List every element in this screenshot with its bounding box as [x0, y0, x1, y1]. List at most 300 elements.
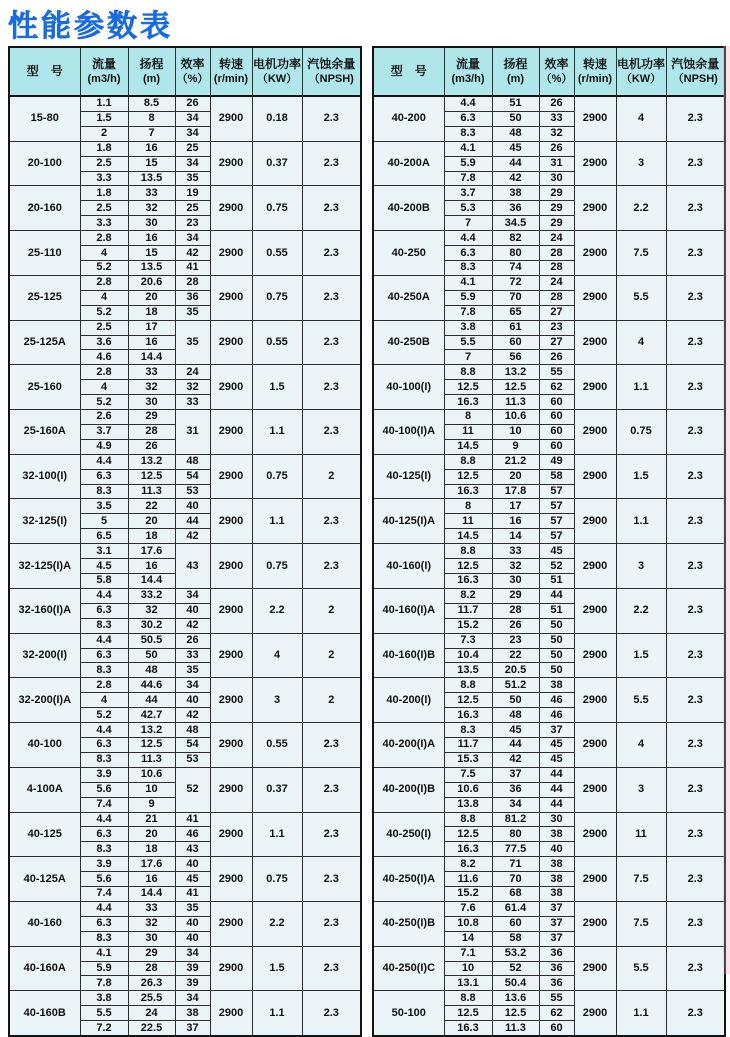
model-cell: 25-160	[9, 365, 80, 410]
speed-cell: 2900	[210, 410, 252, 455]
flow-cell: 4.1	[80, 946, 128, 961]
flow-cell: 4.4	[80, 812, 128, 827]
head-cell: 26	[128, 439, 175, 454]
flow-cell: 7	[444, 350, 492, 365]
power-cell: 0.18	[252, 96, 302, 141]
table-row	[9, 141, 361, 156]
eff-cell: 42	[175, 529, 210, 544]
flow-cell: 4	[80, 380, 128, 395]
head-cell: 12.5	[492, 1006, 539, 1021]
head-cell: 11.3	[492, 395, 539, 410]
head-cell: 17.6	[128, 544, 175, 559]
model-cell: 40-100(I)A	[373, 410, 444, 455]
flow-cell: 11.6	[444, 872, 492, 887]
power-cell: 1.5	[616, 633, 666, 678]
flow-cell: 3.1	[80, 544, 128, 559]
power-cell: 3	[616, 141, 666, 186]
eff-cell: 55	[539, 365, 574, 380]
eff-cell-merged: 35	[175, 320, 210, 365]
table-row	[373, 991, 725, 1006]
power-cell: 3	[616, 767, 666, 812]
flow-cell: 4.9	[80, 439, 128, 454]
npsh-cell: 2.3	[302, 186, 361, 231]
head-cell: 48	[492, 126, 539, 141]
column-header-npsh: 汽蚀余量 （NPSH)	[666, 47, 725, 96]
speed-cell: 2900	[210, 901, 252, 946]
speed-cell: 2900	[210, 857, 252, 902]
flow-cell: 5.8	[80, 574, 128, 589]
flow-cell: 6.3	[80, 648, 128, 663]
eff-cell: 44	[175, 514, 210, 529]
head-cell: 16	[492, 514, 539, 529]
eff-cell: 40	[539, 842, 574, 857]
head-cell: 44	[492, 737, 539, 752]
flow-cell: 3.9	[80, 767, 128, 782]
speed-cell: 2900	[210, 365, 252, 410]
column-header-flow: 流量 (m3/h)	[80, 47, 128, 96]
eff-cell: 52	[539, 559, 574, 574]
model-cell: 50-100	[373, 991, 444, 1036]
eff-cell: 33	[539, 111, 574, 126]
model-cell: 20-100	[9, 141, 80, 186]
head-cell: 9	[128, 797, 175, 812]
npsh-cell: 2.3	[666, 678, 725, 723]
head-cell: 36	[492, 201, 539, 216]
speed-cell: 2900	[210, 320, 252, 365]
power-cell: 4	[616, 96, 666, 141]
power-cell: 1.1	[616, 499, 666, 544]
eff-cell: 44	[539, 767, 574, 782]
head-cell: 45	[492, 141, 539, 156]
eff-cell: 32	[175, 380, 210, 395]
model-cell: 40-125(I)	[373, 454, 444, 499]
table-row	[373, 365, 725, 380]
flow-cell: 11	[444, 514, 492, 529]
model-cell: 32-125(I)	[9, 499, 80, 544]
flow-cell: 3.8	[444, 320, 492, 335]
head-cell: 28	[128, 424, 175, 439]
flow-cell: 5.5	[80, 1006, 128, 1021]
head-cell: 28	[128, 961, 175, 976]
npsh-cell: 2.3	[666, 275, 725, 320]
head-cell: 9	[492, 439, 539, 454]
flow-cell: 5.2	[80, 708, 128, 723]
table-row	[9, 410, 361, 425]
table-row	[373, 946, 725, 961]
npsh-cell: 2.3	[666, 812, 725, 857]
table-row	[9, 320, 361, 335]
flow-cell: 1.8	[80, 186, 128, 201]
head-cell: 29	[128, 946, 175, 961]
eff-cell: 23	[539, 320, 574, 335]
table-row	[9, 588, 361, 603]
head-cell: 42	[492, 171, 539, 186]
table-row	[373, 320, 725, 335]
eff-cell: 26	[175, 96, 210, 111]
model-cell: 40-250	[373, 231, 444, 276]
table-row	[9, 186, 361, 201]
eff-cell: 29	[539, 216, 574, 231]
eff-cell: 40	[175, 857, 210, 872]
flow-cell: 15.2	[444, 887, 492, 902]
eff-cell: 38	[539, 678, 574, 693]
table-row	[9, 678, 361, 693]
flow-cell: 5.2	[80, 260, 128, 275]
head-cell: 32	[128, 603, 175, 618]
flow-cell: 4.4	[80, 723, 128, 738]
eff-cell: 50	[539, 663, 574, 678]
npsh-cell: 2.3	[302, 320, 361, 365]
head-cell: 65	[492, 305, 539, 320]
eff-cell: 42	[175, 618, 210, 633]
head-cell: 70	[492, 290, 539, 305]
head-cell: 10	[128, 782, 175, 797]
head-cell: 30.2	[128, 618, 175, 633]
power-cell: 1.5	[252, 946, 302, 991]
flow-cell: 8.3	[80, 752, 128, 767]
flow-cell: 11.7	[444, 603, 492, 618]
flow-cell: 13.8	[444, 797, 492, 812]
table-row	[373, 499, 725, 514]
eff-cell: 26	[539, 141, 574, 156]
head-cell: 42	[492, 752, 539, 767]
flow-cell: 8.3	[80, 484, 128, 499]
npsh-cell: 2.3	[302, 410, 361, 455]
eff-cell: 62	[539, 380, 574, 395]
npsh-cell: 2.3	[666, 946, 725, 991]
flow-cell: 4.4	[80, 901, 128, 916]
column-header-head: 扬程 (m)	[492, 47, 539, 96]
head-cell: 30	[128, 216, 175, 231]
page-title: 性能参数表	[8, 10, 173, 43]
head-cell: 61.4	[492, 901, 539, 916]
table-row	[9, 365, 361, 380]
eff-cell: 40	[175, 499, 210, 514]
flow-cell: 15.2	[444, 618, 492, 633]
head-cell: 33	[492, 544, 539, 559]
head-cell: 12.5	[128, 737, 175, 752]
speed-cell: 2900	[574, 454, 616, 499]
head-cell: 80	[492, 827, 539, 842]
model-cell: 40-200B	[373, 186, 444, 231]
eff-cell: 35	[175, 901, 210, 916]
head-cell: 17.6	[128, 857, 175, 872]
flow-cell: 4.1	[444, 275, 492, 290]
eff-cell: 34	[175, 156, 210, 171]
eff-cell: 57	[539, 484, 574, 499]
power-cell: 3	[616, 544, 666, 589]
eff-cell: 31	[539, 156, 574, 171]
performance-table-right	[372, 46, 726, 1037]
speed-cell: 2900	[210, 544, 252, 589]
eff-cell: 26	[539, 350, 574, 365]
speed-cell: 2900	[574, 320, 616, 365]
eff-cell: 53	[175, 484, 210, 499]
flow-cell: 8.8	[444, 454, 492, 469]
eff-cell: 44	[539, 797, 574, 812]
eff-cell: 54	[175, 737, 210, 752]
speed-cell: 2900	[574, 946, 616, 991]
flow-cell: 2.8	[80, 275, 128, 290]
model-cell: 20-160	[9, 186, 80, 231]
head-cell: 11.3	[128, 484, 175, 499]
head-cell: 44	[128, 693, 175, 708]
head-cell: 26.3	[128, 976, 175, 991]
power-cell: 0.75	[252, 186, 302, 231]
flow-cell: 7.6	[444, 901, 492, 916]
eff-cell: 45	[539, 752, 574, 767]
head-cell: 25.5	[128, 991, 175, 1006]
head-cell: 20	[128, 514, 175, 529]
head-cell: 14.4	[128, 350, 175, 365]
head-cell: 12.5	[492, 380, 539, 395]
head-cell: 30	[128, 395, 175, 410]
eff-cell: 42	[175, 708, 210, 723]
head-cell: 14	[492, 529, 539, 544]
head-cell: 13.5	[128, 260, 175, 275]
head-cell: 20.5	[492, 663, 539, 678]
model-cell: 40-125	[9, 812, 80, 857]
performance-table-left	[8, 46, 362, 1037]
model-cell: 32-200(I)A	[9, 678, 80, 723]
header-row	[373, 47, 725, 96]
table-row	[373, 410, 725, 425]
eff-cell: 60	[539, 410, 574, 425]
speed-cell: 2900	[574, 588, 616, 633]
eff-cell: 37	[539, 901, 574, 916]
table-row	[9, 633, 361, 648]
tables-container	[8, 46, 726, 1037]
speed-cell: 2900	[210, 275, 252, 320]
model-cell: 40-100	[9, 723, 80, 768]
speed-cell: 2900	[574, 186, 616, 231]
speed-cell: 2900	[574, 410, 616, 455]
npsh-cell: 2.3	[666, 544, 725, 589]
head-cell: 34	[492, 797, 539, 812]
head-cell: 50.5	[128, 633, 175, 648]
flow-cell: 6.5	[80, 529, 128, 544]
power-cell: 7.5	[616, 901, 666, 946]
eff-cell: 34	[175, 678, 210, 693]
table-row	[373, 633, 725, 648]
head-cell: 24	[128, 1006, 175, 1021]
flow-cell: 14	[444, 931, 492, 946]
head-cell: 72	[492, 275, 539, 290]
flow-cell: 12.5	[444, 827, 492, 842]
head-cell: 20	[128, 827, 175, 842]
speed-cell: 2900	[574, 857, 616, 902]
eff-cell: 28	[539, 246, 574, 261]
head-cell: 80	[492, 246, 539, 261]
head-cell: 22	[492, 648, 539, 663]
head-cell: 45	[492, 723, 539, 738]
eff-cell: 37	[175, 1021, 210, 1036]
npsh-cell: 2.3	[666, 901, 725, 946]
head-cell: 50	[492, 111, 539, 126]
eff-cell: 37	[539, 931, 574, 946]
eff-cell: 40	[175, 931, 210, 946]
npsh-cell: 2.3	[666, 96, 725, 141]
npsh-cell: 2.3	[302, 723, 361, 768]
head-cell: 11.3	[128, 752, 175, 767]
model-cell: 40-160(I)	[373, 544, 444, 589]
eff-cell: 37	[539, 723, 574, 738]
flow-cell: 4.1	[444, 141, 492, 156]
eff-cell: 51	[539, 574, 574, 589]
flow-cell: 4	[80, 246, 128, 261]
speed-cell: 2900	[574, 141, 616, 186]
flow-cell: 8.3	[80, 931, 128, 946]
head-cell: 58	[492, 931, 539, 946]
flow-cell: 7.8	[444, 171, 492, 186]
speed-cell: 2900	[210, 946, 252, 991]
eff-cell: 38	[539, 827, 574, 842]
npsh-cell: 2.3	[666, 365, 725, 410]
table-row	[9, 544, 361, 559]
eff-cell: 28	[539, 260, 574, 275]
flow-cell: 1.8	[80, 141, 128, 156]
eff-cell: 24	[539, 231, 574, 246]
head-cell: 16	[128, 872, 175, 887]
eff-cell: 57	[539, 499, 574, 514]
model-cell: 25-110	[9, 231, 80, 276]
flow-cell: 2.8	[80, 231, 128, 246]
head-cell: 77.5	[492, 842, 539, 857]
flow-cell: 3.5	[80, 499, 128, 514]
eff-cell: 27	[539, 335, 574, 350]
npsh-cell: 2.3	[302, 275, 361, 320]
eff-cell: 44	[539, 782, 574, 797]
npsh-cell: 2.3	[666, 723, 725, 768]
table-row	[373, 275, 725, 290]
flow-cell: 8.2	[444, 588, 492, 603]
eff-cell: 34	[175, 991, 210, 1006]
speed-cell: 2900	[574, 275, 616, 320]
flow-cell: 4.4	[80, 454, 128, 469]
flow-cell: 6.3	[444, 111, 492, 126]
head-cell: 17.8	[492, 484, 539, 499]
table-row	[373, 678, 725, 693]
npsh-cell: 2.3	[666, 320, 725, 365]
power-cell: 0.55	[252, 320, 302, 365]
flow-cell: 4.4	[444, 96, 492, 111]
head-cell: 34.5	[492, 216, 539, 231]
eff-cell: 30	[539, 171, 574, 186]
model-cell: 40-160	[9, 901, 80, 946]
flow-cell: 7	[444, 216, 492, 231]
flow-cell: 5.9	[444, 290, 492, 305]
eff-cell: 60	[539, 439, 574, 454]
power-cell: 1.1	[252, 991, 302, 1036]
power-cell: 7.5	[616, 857, 666, 902]
eff-cell: 60	[539, 1021, 574, 1036]
npsh-cell: 2.3	[666, 231, 725, 276]
flow-cell: 5.9	[80, 961, 128, 976]
power-cell: 0.55	[252, 231, 302, 276]
head-cell: 44.6	[128, 678, 175, 693]
eff-cell: 25	[175, 141, 210, 156]
eff-cell: 50	[539, 648, 574, 663]
eff-cell: 62	[539, 1006, 574, 1021]
flow-cell: 8.3	[80, 663, 128, 678]
table-row	[373, 141, 725, 156]
table-row	[373, 812, 725, 827]
eff-cell: 40	[175, 916, 210, 931]
power-cell: 0.37	[252, 141, 302, 186]
head-cell: 42.7	[128, 708, 175, 723]
speed-cell: 2900	[574, 544, 616, 589]
head-cell: 22	[128, 499, 175, 514]
head-cell: 13.2	[492, 365, 539, 380]
head-cell: 17	[492, 499, 539, 514]
model-cell: 40-250(I)A	[373, 857, 444, 902]
head-cell: 28	[492, 603, 539, 618]
flow-cell: 5.2	[80, 395, 128, 410]
flow-cell: 10.8	[444, 916, 492, 931]
head-cell: 32	[128, 916, 175, 931]
power-cell: 0.75	[252, 857, 302, 902]
head-cell: 50.4	[492, 976, 539, 991]
eff-cell: 38	[539, 887, 574, 902]
eff-cell: 35	[175, 171, 210, 186]
eff-cell: 39	[175, 976, 210, 991]
eff-cell: 34	[175, 231, 210, 246]
head-cell: 26	[492, 618, 539, 633]
flow-cell: 7.5	[444, 767, 492, 782]
flow-cell: 10.6	[444, 782, 492, 797]
npsh-cell: 2.3	[302, 365, 361, 410]
speed-cell: 2900	[574, 723, 616, 768]
flow-cell: 8.8	[444, 991, 492, 1006]
eff-cell: 45	[539, 544, 574, 559]
power-cell: 1.5	[616, 454, 666, 499]
npsh-cell: 2.3	[302, 767, 361, 812]
eff-cell: 19	[175, 186, 210, 201]
npsh-cell: 2.3	[302, 499, 361, 544]
head-cell: 18	[128, 529, 175, 544]
eff-cell: 55	[539, 991, 574, 1006]
eff-cell: 57	[539, 529, 574, 544]
model-cell: 40-125(I)A	[373, 499, 444, 544]
head-cell: 60	[492, 335, 539, 350]
flow-cell: 6.3	[80, 916, 128, 931]
head-cell: 71	[492, 857, 539, 872]
speed-cell: 2900	[574, 991, 616, 1036]
flow-cell: 3.8	[80, 991, 128, 1006]
flow-cell: 8.8	[444, 365, 492, 380]
npsh-cell: 2.3	[302, 96, 361, 141]
flow-cell: 16.3	[444, 574, 492, 589]
npsh-cell: 2	[302, 454, 361, 499]
head-cell: 18	[128, 842, 175, 857]
power-cell: 1.1	[252, 812, 302, 857]
table-row	[9, 454, 361, 469]
flow-cell: 5.6	[80, 782, 128, 797]
flow-cell: 12.5	[444, 469, 492, 484]
head-cell: 8	[128, 111, 175, 126]
flow-cell: 16.3	[444, 842, 492, 857]
flow-cell: 7.4	[80, 887, 128, 902]
flow-cell: 8	[444, 499, 492, 514]
head-cell: 32	[492, 559, 539, 574]
flow-cell: 11	[444, 424, 492, 439]
column-header-flow: 流量 (m3/h)	[444, 47, 492, 96]
npsh-cell: 2.3	[302, 946, 361, 991]
flow-cell: 2.5	[80, 156, 128, 171]
flow-cell: 2.6	[80, 410, 128, 425]
npsh-cell: 2.3	[666, 588, 725, 633]
table-row	[9, 767, 361, 782]
